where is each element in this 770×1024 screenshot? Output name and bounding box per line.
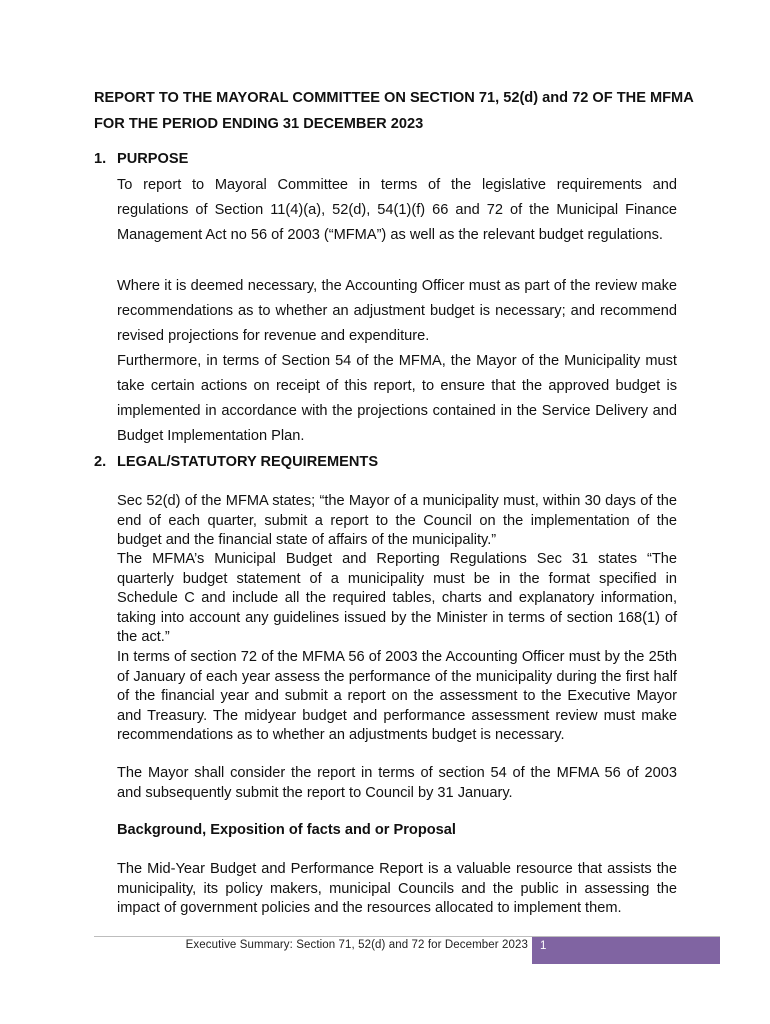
- section-2-title: LEGAL/STATUTORY REQUIREMENTS: [117, 454, 379, 470]
- section-1-title: PURPOSE: [117, 151, 189, 167]
- legal-paragraph-4: The Mayor shall consider the report in terms of section 54 of the MFMA 56 of 2003 and subsequently submit the report to Council by 31 January.: [117, 765, 677, 801]
- page-number: 1: [540, 940, 547, 952]
- page-number-box: [532, 937, 720, 964]
- background-paragraph: The Mid-Year Budget and Performance Report is a valuable resource that assists the municipality, its policy makers, municipal Councils and the public in assessing the impact of government policies and the resources allocated to implement them.: [117, 861, 677, 916]
- legal-paragraph-1: Sec 52(d) of the MFMA states; “the Mayor of a municipality must, within 30 days of the end of each quarter, submit a report to the Council on the implementation of the budget and the financial state of affairs of the municipality.”: [117, 493, 677, 548]
- section-2-heading: [94, 454, 378, 470]
- section-1-heading: [94, 151, 188, 167]
- legal-paragraph-3: In terms of section 72 of the MFMA 56 of 2003 the Accounting Officer must by the 25th of January of each year assess the performance of the municipality during the first half of the financial year and submit a report on the assessment to the Executive Mayor and Treasury. The midyear budget and performance assessment review must make recommendations as to whether an adjustments budget is necessary.: [117, 649, 677, 743]
- purpose-paragraph-1: To report to Mayoral Committee in terms of the legislative requirements and regulations of Section 11(4)(a), 52(d), 54(1)(f) 66 and 72 of the Municipal Finance Management Act no 56 of 2003 (“MFMA”) as well as the relevant budget regulations.: [117, 177, 677, 244]
- purpose-paragraph-3: Furthermore, in terms of Section 54 of the MFMA, the Mayor of the Municipality must take certain actions on receipt of this report, to ensure that the approved budget is implemented in accordance with the projections contained in the Service Delivery and Budget Implementation Plan.: [117, 353, 677, 445]
- legal-paragraph-2: The MFMA’s Municipal Budget and Reporting Regulations Sec 31 states “The quarterly budget statement of a municipality must be in the format specified in Schedule C and include all the required tables, charts and explanatory information, taking into account any guidelines issued by the Minister in terms of section 168(1) of the act.”: [117, 551, 677, 645]
- section-2-number: 2.: [94, 454, 107, 470]
- footer-text: Executive Summary: Section 71, 52(d) and 72 for December 2023: [185, 939, 528, 951]
- background-heading: Background, Exposition of facts and or Proposal: [117, 822, 456, 838]
- purpose-paragraph-2: Where it is deemed necessary, the Accounting Officer must as part of the review make recommendations as to whether an adjustment budget is necessary; and recommend revised projections for revenue and expenditure.: [117, 278, 677, 345]
- section-1-number: 1.: [94, 151, 107, 167]
- report-title: REPORT TO THE MAYORAL COMMITTEE ON SECTION 71, 52(d) and 72 OF THE MFMA FOR THE PERIOD ENDING 31 DECEMBER 2023: [94, 90, 694, 132]
